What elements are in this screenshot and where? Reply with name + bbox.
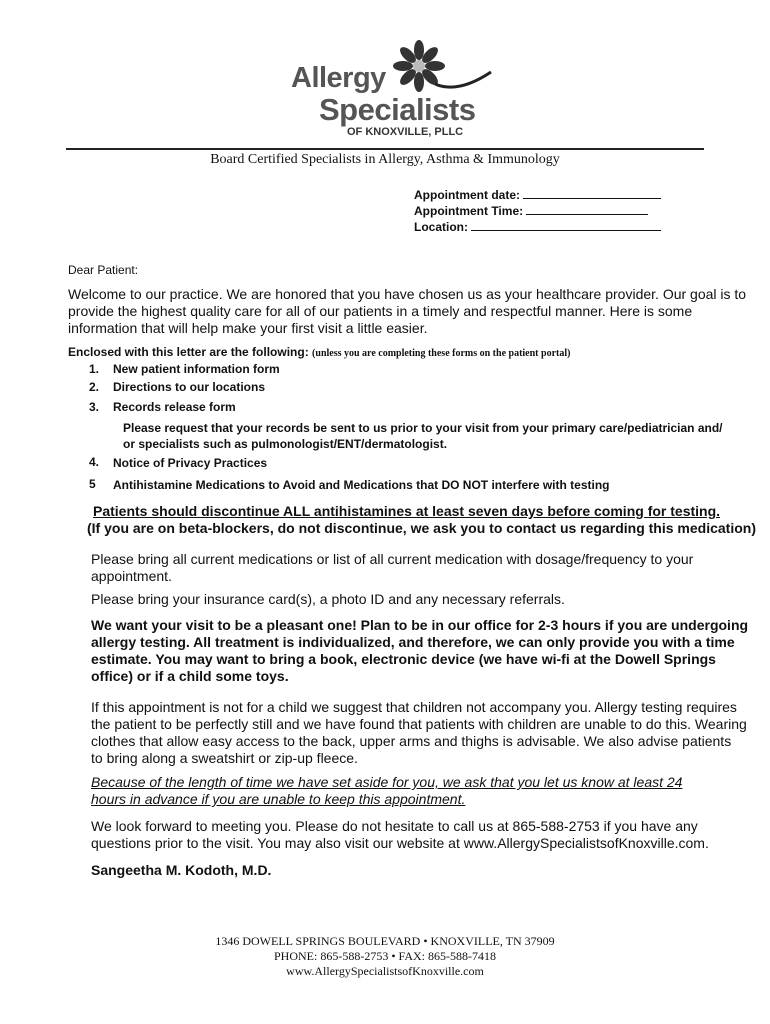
logo-text-allergy: Allergy [291, 62, 386, 94]
appointment-date-field [414, 186, 661, 202]
visit-line: We want your visit to be a pleasant one! Plan to be in our office for 2-3 hours if you are undergoing [91, 617, 749, 633]
location-label: Location: [414, 220, 468, 234]
enclosed-label: Enclosed with this letter are the following: [68, 345, 309, 359]
list-number: 2. [89, 380, 100, 394]
cancellation-line: Because of the length of time we have set aside for you, we ask that you let us know at least 24 [91, 774, 683, 790]
medications-line: Please bring all current medications or list of all current medication with dosage/frequency to your [91, 551, 694, 567]
visit-line: estimate. You may want to bring a book, electronic device (we have wi-fi at the Dowell Springs [91, 651, 716, 667]
closing-line: questions prior to the visit. You may also visit our website at www.AllergySpecialistsofKnoxville.com. [91, 835, 709, 851]
enclosed-heading [68, 344, 748, 362]
swoosh-icon [433, 66, 493, 90]
medications-paragraph [91, 551, 755, 585]
children-line: to bring along a sweatshirt or zip-up fleece. [91, 750, 358, 766]
records-note-line: Please request that your records be sent to us prior to your visit from your primary care/pediatrician and/ [123, 421, 723, 435]
list-item: New patient information form [113, 362, 280, 376]
records-note-line: or specialists such as pulmonologist/ENT/dermatologist. [123, 437, 448, 451]
logo-text-subtitle: OF KNOXVILLE, PLLC [347, 126, 464, 138]
beta-blocker-note: (If you are on beta-blockers, do not discontinue, we ask you to contact us regarding this medication) [87, 520, 756, 536]
tagline: Board Certified Specialists in Allergy, Asthma & Immunology [210, 152, 560, 167]
insurance-paragraph: Please bring your insurance card(s), a photo ID and any necessary referrals. [91, 591, 565, 607]
signature: Sangeetha M. Kodoth, M.D. [91, 862, 272, 878]
footer-address: 1346 DOWELL SPRINGS BOULEVARD • KNOXVILLE, TN 37909 [215, 934, 555, 948]
footer-phone: PHONE: 865-588-2753 • FAX: 865-588-7418 [274, 949, 496, 963]
children-paragraph [91, 699, 755, 767]
appointment-time-field [414, 202, 648, 218]
visit-line: office) or if a child some toys. [91, 668, 289, 684]
practice-logo [283, 40, 493, 140]
footer-website: www.AllergySpecialistsofKnoxville.com [286, 964, 484, 978]
list-item: Notice of Privacy Practices [113, 456, 268, 470]
header-divider [66, 148, 704, 150]
location-blank [471, 218, 661, 231]
location-field [414, 218, 661, 234]
list-number: 3. [89, 400, 100, 414]
visit-paragraph [91, 617, 755, 685]
children-line: clothes that allow easy access to the back, upper arms and thighs is advisable. We also advise patients [91, 733, 732, 749]
medications-line: appointment. [91, 568, 172, 584]
closing-paragraph [91, 818, 755, 852]
cancellation-line: hours in advance if you are unable to keep this appointment. [91, 791, 466, 807]
cancellation-paragraph [91, 774, 755, 808]
children-line: If this appointment is not for a child we suggest that children not accompany you. Allergy testing requires [91, 699, 737, 715]
records-request-note [123, 420, 723, 452]
logo-text-specialists: Specialists [319, 92, 476, 127]
appointment-time-label: Appointment Time: [414, 204, 524, 218]
children-line: the patient to be perfectly still and we have found that patients with children are unable to do this. Wearing [91, 716, 747, 732]
list-number: 5 [89, 477, 96, 491]
list-number: 1. [89, 362, 100, 376]
greeting: Dear Patient: [68, 263, 139, 277]
list-item: Directions to our locations [113, 380, 266, 394]
list-number: 4. [89, 455, 100, 469]
appointment-time-blank [526, 202, 648, 215]
enclosed-note: (unless you are completing these forms on the patient portal) [312, 348, 571, 359]
list-item: Antihistamine Medications to Avoid and Medications that DO NOT interfere with testing [113, 478, 610, 492]
closing-line: We look forward to meeting you. Please do not hesitate to call us at 865-588-2753 if you have any [91, 818, 698, 834]
appointment-date-blank [523, 186, 661, 199]
appointment-date-label: Appointment date: [414, 188, 520, 202]
visit-line: allergy testing. All treatment is individualized, and therefore, we can only provide you with a time [91, 634, 735, 650]
list-item: Records release form [113, 400, 236, 414]
antihistamine-warning: Patients should discontinue ALL antihistamines at least seven days before coming for testing. [93, 503, 721, 519]
intro-paragraph: Welcome to our practice. We are honored that you have chosen us as your healthcare provider. Our goal is to provide the highest quality care for all of our patients in a timely and respectful manner. Here is some information that will help make your first visit a little easier. [68, 286, 747, 336]
